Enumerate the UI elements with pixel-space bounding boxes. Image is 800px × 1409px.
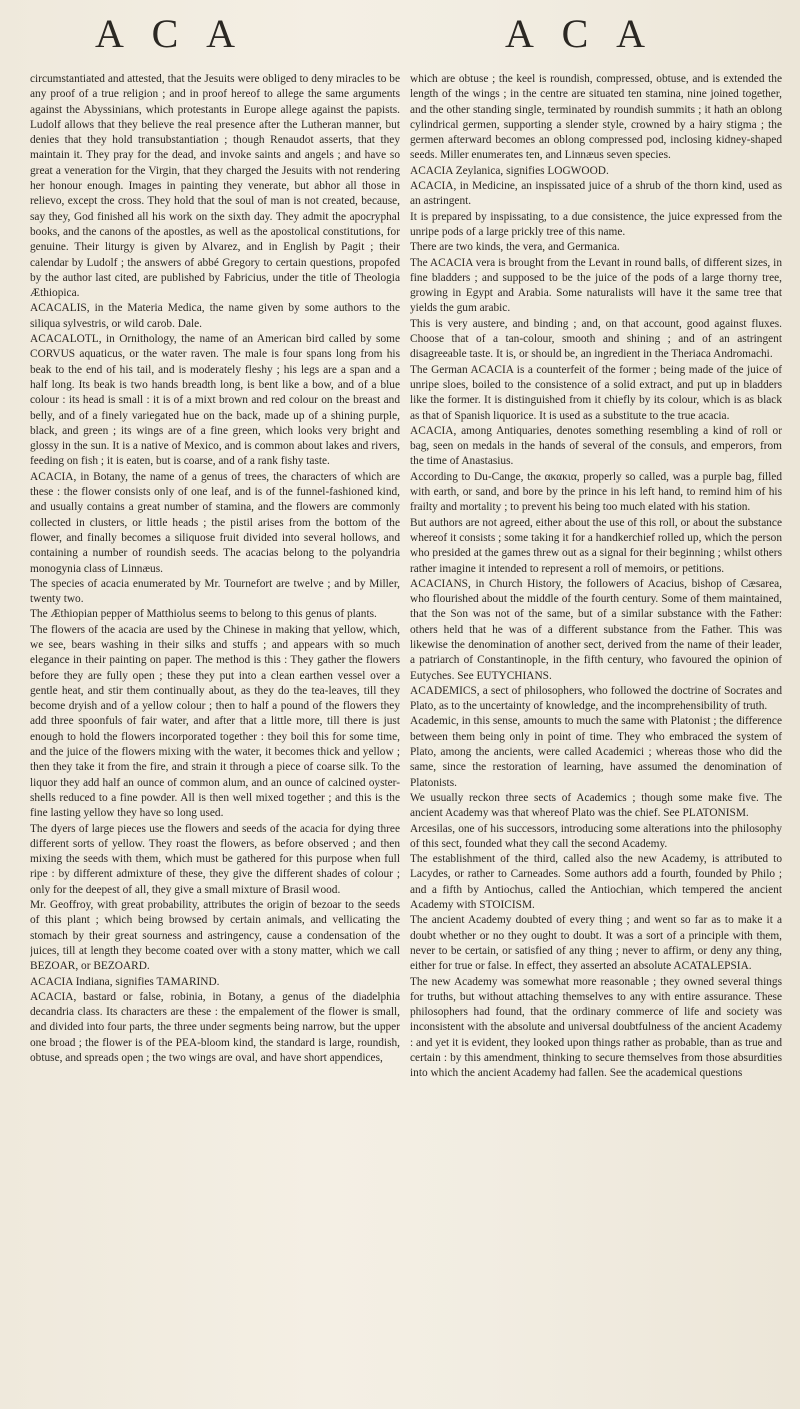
paragraph: The new Academy was somewhat more reasonable ; they owned several things for truths, but without attaching themselves to any with entire assurance. These philosophers had found, that the ordinary commerce of life and society was inconsistent with the absolute and universal doubtfulness of the ancient Academy : and yet it is evident, they looked upon things rather as probable, than as true and certain : by this amendment, thinking to secure themselves from those absurdities into which the ancient Academy had fallen. See the academical questions: [410, 975, 782, 1080]
paragraph: The species of acacia enumerated by Mr. Tournefort are twelve ; and by Miller, twenty two.: [30, 577, 400, 606]
paragraph: The Æthiopian pepper of Matthiolus seems to belong to this genus of plants.: [30, 608, 377, 621]
entry-acacia-antiquaries: ACACIA, among Antiquaries, denotes something resembling a kind of roll or bag, seen on medals in the hands of several of the consuls, and emperors, from the time of Anastasius.: [410, 424, 782, 468]
paragraph: According to Du-Cange, the ακακια, properly so called, was a purple bag, filled with earth, or sand, and bore by the prince in his left hand, to remind him of his frailty and mortality ; to prevent his being too much elated with his station.: [410, 470, 782, 514]
paragraph: There are two kinds, the vera, and Germanica.: [410, 241, 620, 254]
left-column: [30, 72, 400, 1397]
paragraph: But authors are not agreed, either about the use of this roll, or about the substance whereof it consists ; some taking it for a handkerchief rolled up, which the person who presided at the games threw out as a signal for their beginning ; whilst others rather imagine it intended to represent a roll of memoirs, or petitions.: [410, 516, 782, 575]
paragraph: Mr. Geoffroy, with great probability, attributes the origin of bezoar to the seeds of this plant ; which being browsed by certain animals, and vellicating the stomach by their great sourness and astringency, cause a condensation of the juices, till at length they become coated over with a stony matter, which we call BEZOAR, or BEZOARD.: [30, 899, 400, 973]
paragraph: The establishment of the third, called also the new Academy, is attributed to Lacydes, or rather to Carneades. Some authors add a fourth, founded by Philo ; and a fifth by Antiochus, called the Antiochian, which tempered the ancient Academy with STOICISM.: [410, 853, 782, 912]
running-head-right: A C A: [505, 11, 656, 56]
paragraph: circumstantiated and attested, that the Jesuits were obliged to deny miracles to be any proof of a true religion ; and in proof hereof to allege the same arguments against the Abyssinians, which protestants in Europe allege against the papists. Ludolf allows that they believe the real presence after the Lutheran manner, but denies that they hold transubstantiation ; though Renaudot asserts, that they maintain it. They pray for the dead, and invoke saints and angels ; and have so great a veneration for the Virgin, that they charged the Jesuits with not rendering her honour enough. Images in painting they venerate, but abhor all those in relievo, except the cross. They hold that the soul of man is not created, because, say they, God finished all his work on the sixth day. They admit the apocryphal books, and the canons of the apostles, as well as the apostolical constitutions, for genuine. Their liturgy is given by Alvarez, and in English by Pagit ; their calendar by Ludolf ; the answers of abbé Gregory to certain questions, propofed by the author last cited, are published by Fabricius, under the title of Theologia Æthiopica.: [30, 73, 400, 300]
paragraph: We usually reckon three sects of Academics ; though some make five. The ancient Academy was that whereof Plato was the chief. See PLATONISM.: [410, 791, 782, 820]
running-head-left: A C A: [95, 11, 246, 56]
paragraph: Arcesilas, one of his successors, introducing some alterations into the philosophy of this sect, founded what they call the second Academy.: [410, 822, 782, 850]
paragraph: The dyers of large pieces use the flowers and seeds of the acacia for dying three different sorts of yellow. They roast the flowers, as before observed ; and then mixing the seeds with them, which must be gathered for this purpose when full ripe : by different admixture of these, they give the different shades of colour ; only for the deepest of all, they give a small mixture of Brasil wood.: [30, 822, 400, 896]
paragraph: The German ACACIA is a counterfeit of the former ; being made of the juice of unripe sloes, boiled to the consistence of a solid extract, and put up in bladders like the former. It is distinguished from it chiefly by its colour, which is as black as that of Spanish liquorice. It is used as a substitute to the true acacia.: [410, 363, 782, 422]
entry-acacia-bastard: ACACIA, bastard or false, robinia, in Botany, a genus of the diadelphia decandria class. Its characters are these : the empalement of the flower is small, and divided into four parts, the three under segments being narrow, but the upper one broad ; the flower is of the PEA-bloom kind, the standard is large, roundish, obtuse, and spreads open ; the two wings are oval, and have short appendices,: [30, 990, 400, 1064]
entry-acacia-zeylanica: ACACIA Zeylanica, signifies LOGWOOD.: [410, 164, 609, 177]
entry-acacia-botany: ACACIA, in Botany, the name of a genus of trees, the characters of which are these : the flower consists only of one leaf, and is of the funnel-fashioned kind, and usually contains a great number of stamina, and the flowers are commonly collected in clusters, or little heads ; the pistil arises from the bottom of the flower, and finally becomes a siliquose fruit divided into several hollows, and containing a number of roundish seeds. The acacias belong to the polyandria monogynia class of Linnæus.: [30, 470, 400, 575]
entry-acacalis: ACACALIS, in the Materia Medica, the name given by some authors to the siliqua sylvestris, or wild carob. Dale.: [30, 302, 400, 330]
right-column: [410, 72, 782, 1397]
paragraph: Academic, in this sense, amounts to much the same with Platonist ; the difference between them being only in point of time. They who embraced the system of Plato, among the ancients, were called Academici ; whereas those who did the same, since the restoration of learning, have assumed the denomination of Platonists.: [410, 715, 782, 789]
paragraph: The ancient Academy doubted of every thing ; and went so far as to make it a doubt whether or no they ought to doubt. It was a sort of a principle with them, never to be certain, or satisfied of any thing ; never to affirm, or deny any thing, either for true or false. In effect, they asserted an absolute ACATALEPSIA.: [410, 914, 782, 973]
paragraph: which are obtuse ; the keel is roundish, compressed, obtuse, and is extended the length of the wings ; in the centre are situated ten stamina, nine joined together, and the other standing single, terminated by roundish summits ; it hath an oblong cylindrical germen, supporting a slender style, crowned by a hairy stigma ; the germen afterward becomes an oblong compressed pod, inclosing kidney-shaped seeds. Miller enumerates ten, and Linnæus seven species.: [410, 73, 782, 162]
entry-academics: ACADEMICS, a sect of philosophers, who followed the doctrine of Socrates and Plato, as to the uncertainty of knowledge, and the incomprehensibility of truth.: [410, 684, 782, 713]
entry-acacia-indiana: ACACIA Indiana, signifies TAMARIND.: [30, 975, 220, 988]
paragraph: It is prepared by inspissating, to a due consistence, the juice expressed from the unripe pods of a large prickly tree of this name.: [410, 210, 782, 238]
paragraph: The ACACIA vera is brought from the Levant in round balls, of different sizes, in fine bladders ; and supposed to be the juice of the pods of a large thorny tree, growing in Egypt and Arabia. Some naturalists will have it the same tree that yields the gum arabic.: [410, 256, 782, 315]
paragraph: This is very austere, and binding ; and, on that account, good against fluxes. Choose that of a tan-colour, smooth and shining ; and of an astringent disagreeable taste. It is, or should be, an ingredient in the Theriaca Andromachi.: [410, 317, 782, 361]
entry-acacia-medicine: ACACIA, in Medicine, an inspissated juice of a shrub of the thorn kind, used as an astringent.: [410, 180, 782, 208]
paragraph: The flowers of the acacia are used by the Chinese in making that yellow, which, we see, bears washing in their silks and stuffs ; and appears with so much elegance in their painting on paper. The method is this : They gather the flowers before they are fully open ; these they put into a clean earthen vessel over a gentle heat, and stir them continually about, as they do the tea-leaves, till they become dryish and of a yellow colour ; then to half a pound of the flowers they add three spoonfuls of fair water, and after that a little more, till there is just enough to hold the flowers incorporated together : they boil this for some time, and the juice of the flowers mixing with the water, it becomes thick and yellow ; then they take it from the fire, and strain it through a piece of coarse silk. To the liquor they add half an ounce of common alum, and an ounce of calcined oyster-shells reduced to a fine powder. All is then well mixed together ; and this is the fine lasting yellow they have so long used.: [30, 623, 400, 820]
entry-acacians: ACACIANS, in Church History, the followers of Acacius, bishop of Cæsarea, who flourished about the middle of the fourth century. Some of them maintained, that the Son was not of the same, but of a similar substance with the Father: others held that he was of a different substance from the Father. This was likewise the denomination of another sect, derived from the name of their leader, a patriarch of Constantinople, in the fifth century, who favoured the opinion of Eutyches. See EUTYCHIANS.: [410, 577, 782, 682]
entry-acacalotl: ACACALOTL, in Ornithology, the name of an American bird called by some CORVUS aquaticus, or the water raven. The male is four spans long from his beak to the end of his tail, and is moderately fleshy ; his legs are a span and a half long. Its beak is two hands breadth long, is bent like a bow, and of a blue colour : its head is small : it is of a mixt brown and red colour on the breast and belly, and of a finely variegated hue on the back, made up of a shining purple, black, and green ; its wings are of a fine green, which looks very bright and glossy in the sun. It is a native of Mexico, and is common about lakes and rivers, feeding on fish ; it is eaten, but is coarse, and of a rank fishy taste.: [30, 333, 400, 468]
